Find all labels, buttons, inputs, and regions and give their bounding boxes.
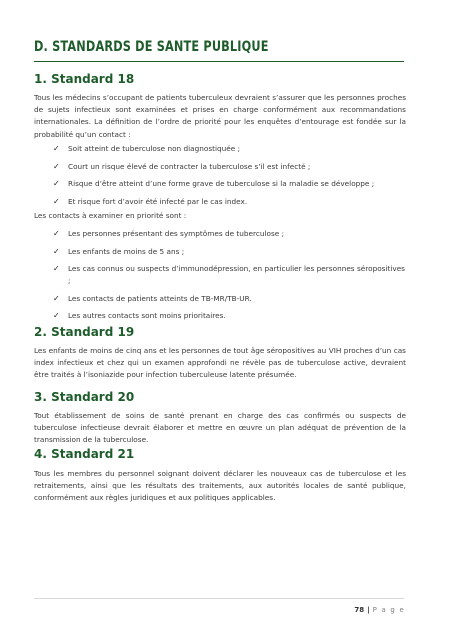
standard-20-heading: 3. Standard 20 [34,390,135,404]
title-underline [34,61,404,62]
list-item: ✓ Les contacts de patients atteints de TB-MR/TB-UR. [53,293,405,305]
list-item: ✓ Et risque fort d’avoir été infecté par le cas index. [53,196,405,208]
criteria-list [53,143,405,213]
checkmark-icon: ✓ [53,229,60,238]
standard-20-text: Tout établissement de soins de santé prenant en charge des cas confirmés ou suspects de tuberculose infectieuse devrait élaborer et mettre en œuvre un plan adéquat de prévention de la transmission de la tuberculose. [34,411,406,445]
checkmark-icon: ✓ [53,179,60,188]
list-item: ✓ Les personnes présentant des symptômes de tuberculose ; [53,228,405,240]
checkmark-icon: ✓ [53,264,60,273]
checkmark-icon: ✓ [53,311,60,321]
page-number-value: 78 [354,606,365,614]
standard-18-heading: 1. Standard 18 [34,72,135,86]
standard-19-heading: 2. Standard 19 [34,325,135,339]
checkmark-icon: ✓ [53,144,60,153]
standard-21-heading: 4. Standard 21 [34,447,135,461]
list-item: ✓ Les cas connus ou suspects d’immunodépression, en particulier les personnes séropositives ; [53,264,405,286]
page-separator: | [367,606,370,614]
list-item: ✓ Les autres contacts sont moins prioritaires. [53,310,405,322]
list-item: ✓ Soit atteint de tuberculose non diagnostiquée ; [53,143,405,155]
list-item: ✓ Court un risque élevé de contracter la tuberculose s’il est infecté ; [53,161,405,173]
checkmark-icon: ✓ [53,196,60,206]
standard-19-text: Les enfants de moins de cinq ans et les personnes de tout âge séropositives au VIH proches d’un cas index infectieux et chez qui un examen approfondi ne révèle pas de tuberculose active, devraient être traités à l’isoniazide pour infection tuberculeuse latente présumée. [34,346,406,380]
priority-intro: Les contacts à examiner en priorité sont : [34,211,187,220]
page-label: P a g e [372,606,405,614]
checkmark-icon: ✓ [53,293,60,303]
list-item: ✓ Risque d’être atteint d’une forme grave de tuberculose si la maladie se développe ; [53,178,405,190]
checkmark-icon: ✓ [53,161,60,171]
page-number [354,606,405,614]
footer-divider [34,598,404,599]
section-title: D. STANDARDS DE SANTE PUBLIQUE [34,39,269,55]
priority-list [53,228,405,328]
standard-21-text: Tous les membres du personnel soignant doivent déclarer les nouveaux cas de tuberculose et les retraitements, ainsi que les résultats des traitements, aux autorités locales de santé publique, conformément aux règles juridiques et aux politiques applicables. [34,469,406,503]
standard-18-intro: Tous les médecins s’occupant de patients tuberculeux devraient s’assurer que les personnes proches de sujets infectieux sont examinées et prises en charge conformément aux recommandations internationales. La définition de l’ordre de priorité pour les enquêtes d’entourage est fondée sur la probabilité qu’un contact : [34,93,406,139]
list-item: ✓ Les enfants de moins de 5 ans ; [53,246,405,258]
checkmark-icon: ✓ [53,246,60,256]
